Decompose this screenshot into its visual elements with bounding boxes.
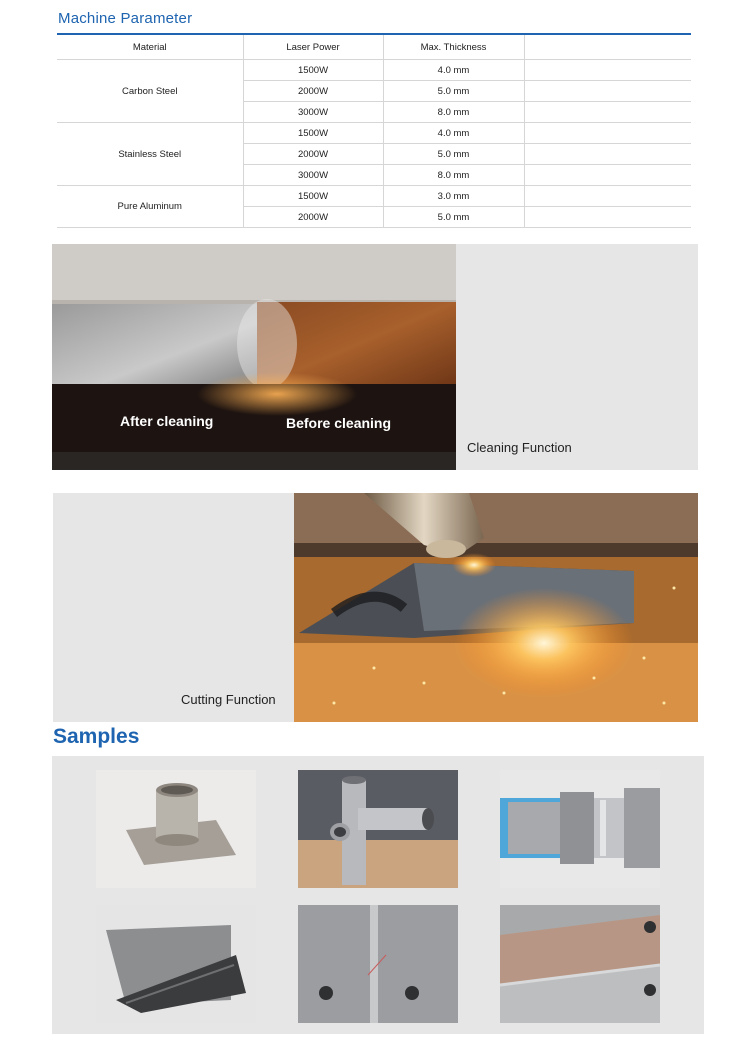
power-cell: 2000W — [243, 144, 383, 165]
tee-tube-image — [298, 770, 458, 888]
pipe-fitting-image — [500, 770, 660, 888]
thickness-cell: 4.0 mm — [383, 123, 524, 144]
thickness-cell: 5.0 mm — [383, 144, 524, 165]
empty-cell — [524, 165, 691, 186]
thickness-cell: 5.0 mm — [383, 207, 524, 228]
power-cell: 3000W — [243, 165, 383, 186]
section-title: Machine Parameter — [58, 10, 193, 27]
empty-cell — [524, 102, 691, 123]
power-cell: 2000W — [243, 81, 383, 102]
thickness-cell: 8.0 mm — [383, 165, 524, 186]
empty-cell — [524, 123, 691, 144]
parameter-table — [57, 35, 691, 228]
header-material: Material — [57, 35, 243, 60]
power-cell: 1500W — [243, 60, 383, 81]
samples-title: Samples — [53, 725, 140, 748]
table-row — [57, 186, 691, 207]
cutting-illustration — [294, 493, 698, 722]
lap-plate-image — [500, 905, 660, 1023]
material-cell: Carbon Steel — [57, 60, 243, 123]
table-header-row — [57, 35, 691, 60]
angle-plate-image — [96, 905, 256, 1023]
sample-lap-plate-weld — [500, 905, 660, 1023]
empty-cell — [524, 144, 691, 165]
header-laser-power: Laser Power — [243, 35, 383, 60]
after-cleaning-label: After cleaning — [120, 413, 214, 429]
power-cell: 3000W — [243, 102, 383, 123]
cleaning-photo — [52, 244, 456, 470]
before-cleaning-label: Before cleaning — [286, 415, 392, 431]
table-row — [57, 123, 691, 144]
thickness-cell: 8.0 mm — [383, 102, 524, 123]
sample-butt-plate-weld — [298, 905, 458, 1023]
material-cell: Pure Aluminum — [57, 186, 243, 228]
power-cell: 2000W — [243, 207, 383, 228]
empty-cell — [524, 81, 691, 102]
sample-angle-plate-weld — [96, 905, 256, 1023]
material-cell: Stainless Steel — [57, 123, 243, 186]
power-cell: 1500W — [243, 186, 383, 207]
power-cell: 1500W — [243, 123, 383, 144]
sample-pipe-fitting-weld — [500, 770, 660, 888]
header-empty — [524, 35, 691, 60]
thickness-cell: 5.0 mm — [383, 81, 524, 102]
cutting-caption: Cutting Function — [181, 692, 276, 707]
sample-tee-tube-weld — [298, 770, 458, 888]
sample-pipe-flange-weld — [96, 770, 256, 888]
cutting-photo — [294, 493, 698, 722]
table-row — [57, 60, 691, 81]
empty-cell — [524, 186, 691, 207]
cleaning-caption: Cleaning Function — [467, 440, 572, 455]
butt-plate-image — [298, 905, 458, 1023]
cleaning-illustration — [52, 244, 456, 470]
pipe-flange-image — [96, 770, 256, 888]
header-max-thickness: Max. Thickness — [383, 35, 524, 60]
thickness-cell: 4.0 mm — [383, 60, 524, 81]
empty-cell — [524, 60, 691, 81]
empty-cell — [524, 207, 691, 228]
thickness-cell: 3.0 mm — [383, 186, 524, 207]
